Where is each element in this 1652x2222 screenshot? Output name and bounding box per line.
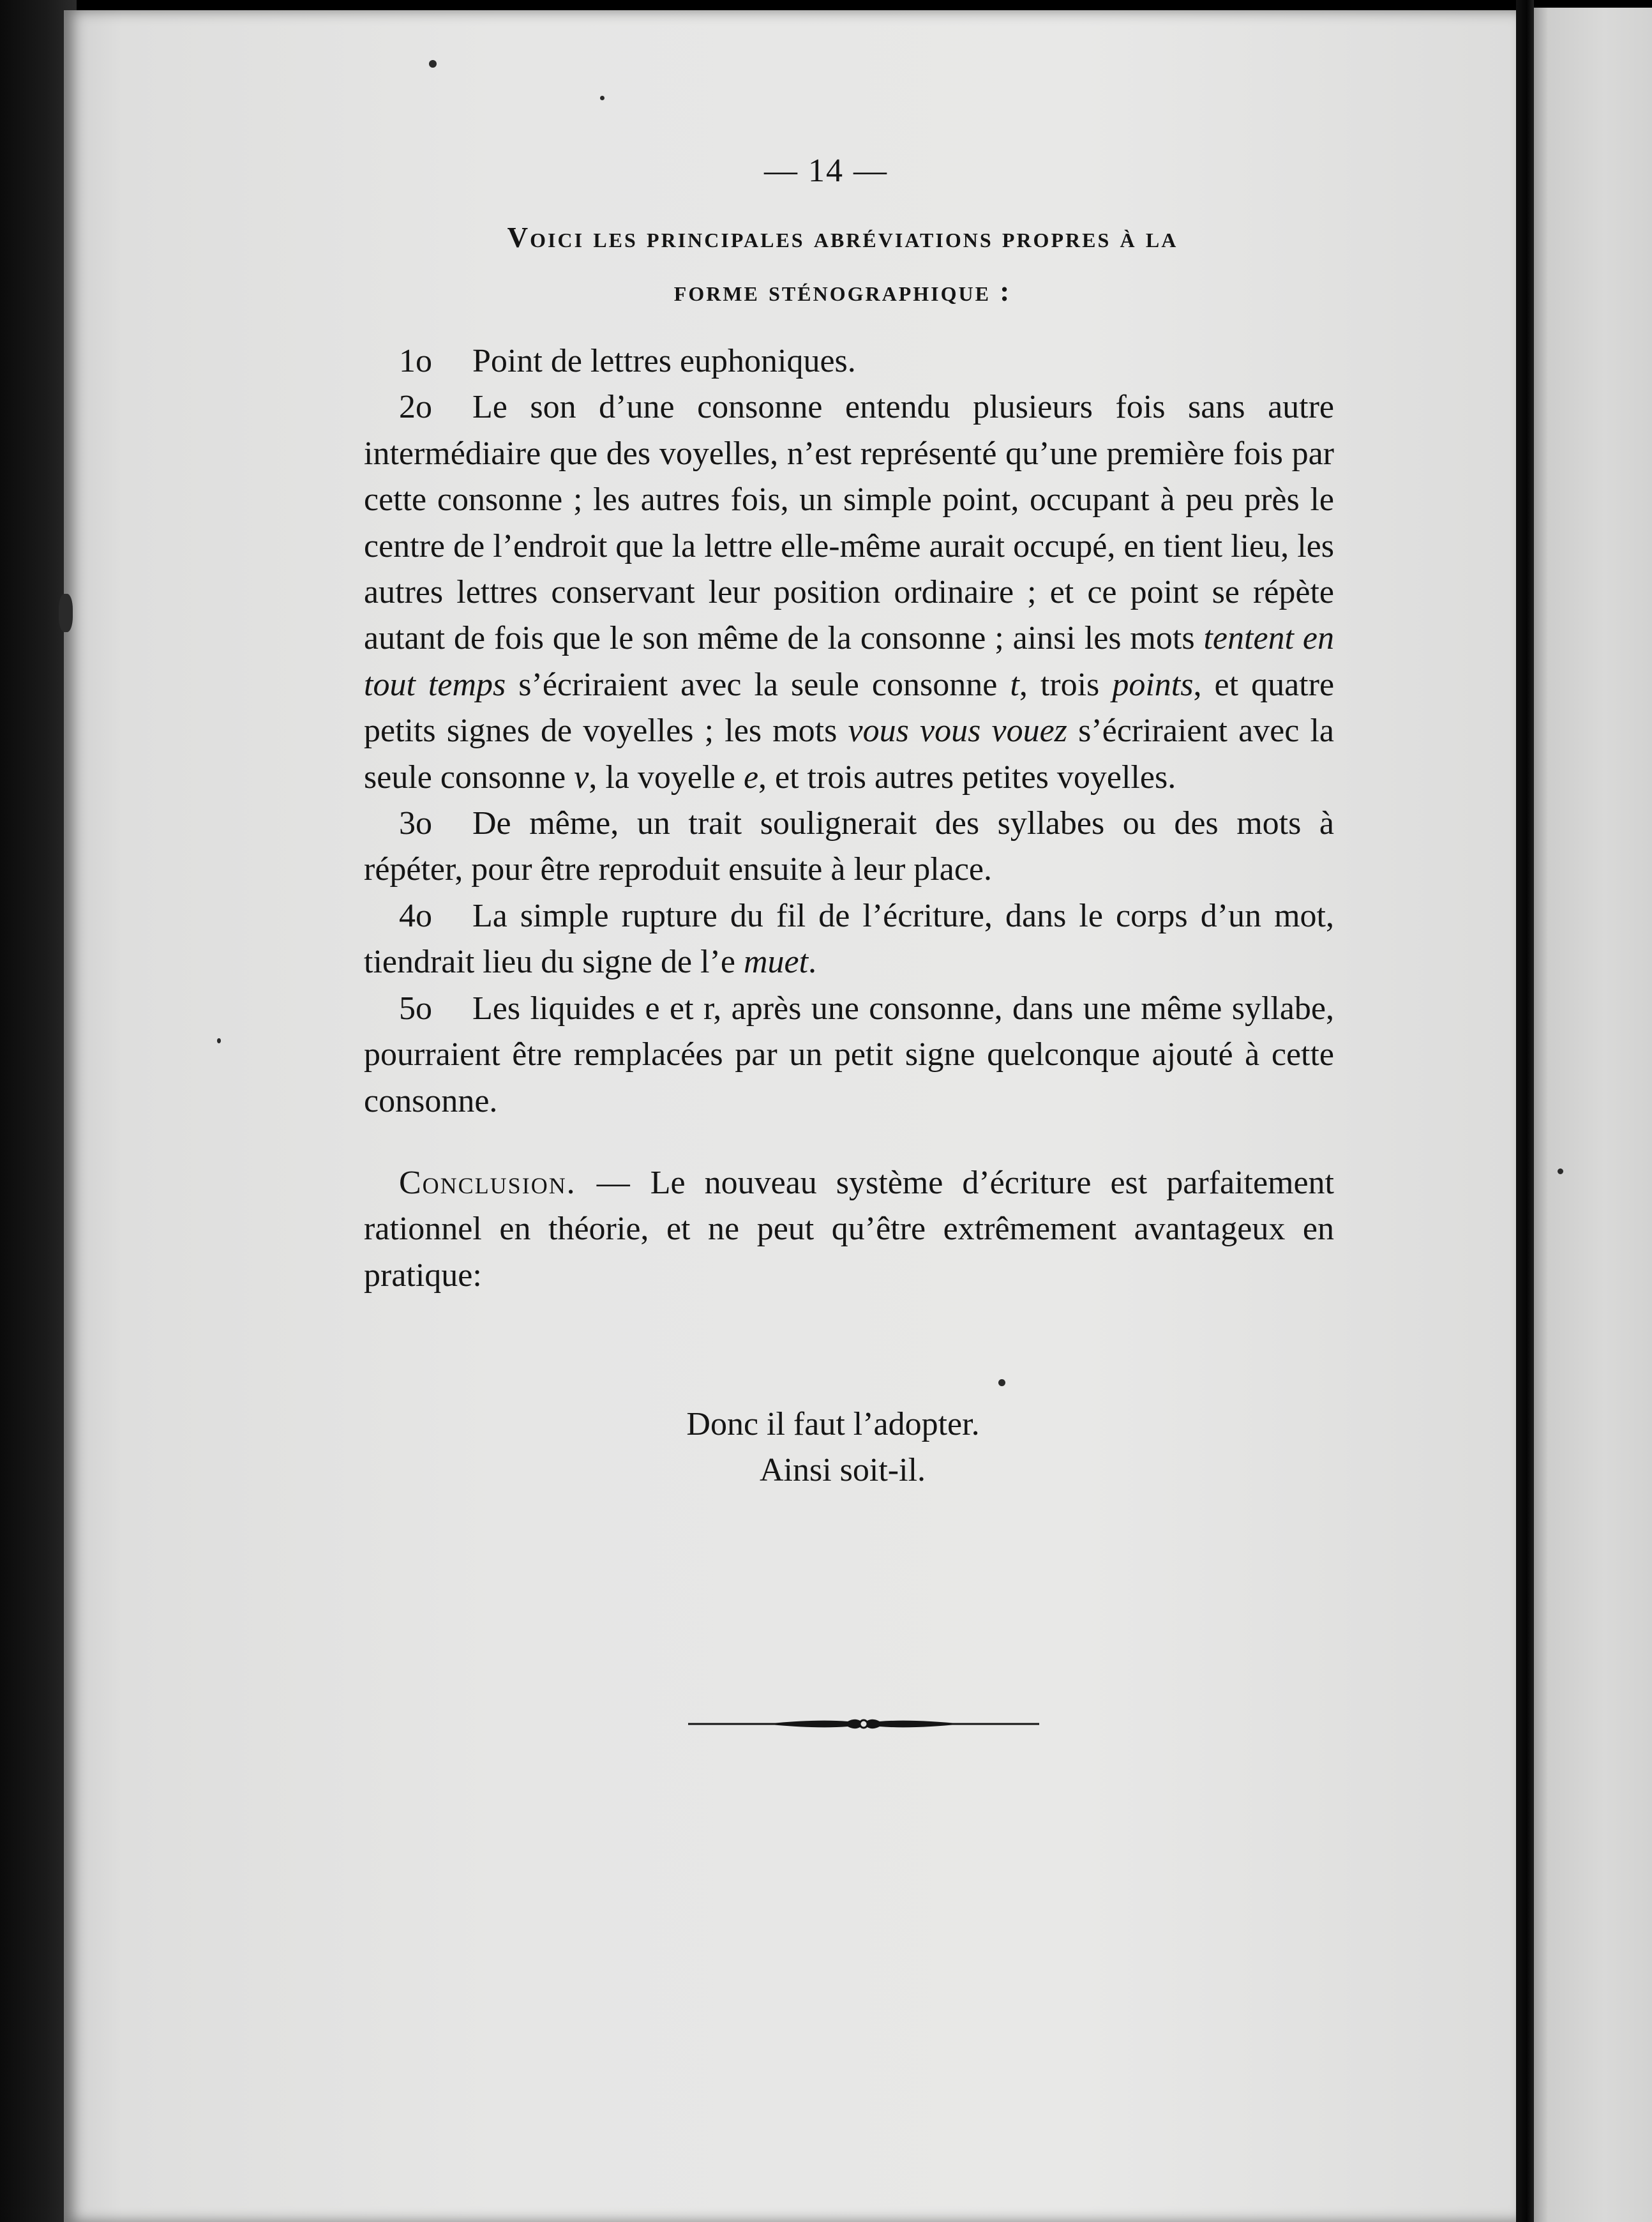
section-heading bbox=[357, 211, 1328, 318]
item-text: , la voyelle bbox=[589, 759, 735, 796]
item-text: , trois bbox=[1019, 666, 1100, 703]
list-item bbox=[364, 986, 1334, 1124]
italic-example: points bbox=[1112, 666, 1194, 703]
item-text: s’écriraient avec la seule consonne bbox=[518, 666, 998, 703]
italic-example: v bbox=[574, 759, 589, 796]
item-text: , et trois autres petites voyelles. bbox=[758, 759, 1176, 796]
item-number: 3o bbox=[399, 805, 432, 842]
conclusion-label: Conclusion. — bbox=[399, 1164, 631, 1201]
conclusion-text: Le nouveau système d’écriture est parfaitement rationnel en théorie, et ne peut qu’être extrêmement avantageux en pratique: bbox=[364, 1164, 1335, 1294]
list-item bbox=[364, 893, 1334, 986]
closing-line: Donc il faut l’adopter. bbox=[686, 1406, 980, 1442]
italic-example: e bbox=[743, 759, 759, 796]
adjacent-page-edge bbox=[1534, 8, 1652, 2222]
item-text: s’écriraient avec la seule consonne bbox=[364, 713, 1335, 796]
item-text: . bbox=[808, 944, 817, 981]
paper-speck bbox=[217, 1038, 221, 1043]
italic-example: muet bbox=[743, 944, 809, 981]
item-text: La simple rupture du fil de l’écriture, dans le corps d’un mot, tiendrait lieu du signe de l’e bbox=[364, 897, 1334, 981]
conclusion-paragraph bbox=[364, 1160, 1334, 1299]
item-number: 1o bbox=[399, 343, 432, 379]
item-text: Point de lettres euphoniques. bbox=[472, 343, 856, 379]
italic-example: tentent en tout temps bbox=[364, 620, 1334, 703]
list-item bbox=[364, 338, 1334, 384]
item-text: Les liquides e et r, après une consonne, dans une même syllabe, pourraient être remplacées par un petit signe quelconque ajouté à cette consonne. bbox=[364, 990, 1334, 1119]
heading-line-1: Voici les principales abréviations propres à la bbox=[507, 222, 1178, 253]
item-number: 4o bbox=[399, 897, 432, 934]
page-gutter bbox=[1516, 0, 1534, 2222]
paper-speck bbox=[429, 60, 437, 68]
item-text: , et quatre petits signes de voyelles ; les mots bbox=[364, 666, 1335, 750]
paper-speck bbox=[59, 594, 73, 632]
item-number: 5o bbox=[399, 990, 432, 1027]
item-text: De même, un trait soulignerait des syllabes ou des mots à répéter, pour être reproduit ensuite à leur place. bbox=[364, 805, 1334, 888]
item-number: 2o bbox=[399, 389, 432, 426]
paper-speck bbox=[998, 1379, 1005, 1386]
heading-line-2: forme sténographique : bbox=[673, 275, 1012, 307]
list-item bbox=[364, 801, 1334, 893]
body-text bbox=[364, 338, 1334, 1299]
closing-line: Ainsi soit-il. bbox=[759, 1452, 926, 1488]
list-item bbox=[364, 384, 1334, 801]
italic-example: vous vous vouez bbox=[848, 713, 1067, 750]
paper-speck bbox=[1558, 1168, 1563, 1174]
italic-example: t bbox=[1010, 666, 1019, 703]
item-text: Le son d’une consonne entendu plusieurs fois sans autre intermédiaire que des voyelles, n’est représenté qu’une première fois par cette consonne ; les autres fois, un simple point, occupant à peu près le centre de l’endroit que la lettre elle-même aurait occupé, en tient lieu, les autres lettres conservant leur position ordinaire ; et ce point se répète autant de fois que le son même de la consonne ; ainsi les mots bbox=[364, 389, 1334, 657]
closing-lines bbox=[613, 1402, 1060, 1493]
end-ornament-icon bbox=[688, 1711, 1039, 1737]
page-number: — 14 — bbox=[764, 153, 888, 189]
paper-speck bbox=[600, 96, 604, 100]
